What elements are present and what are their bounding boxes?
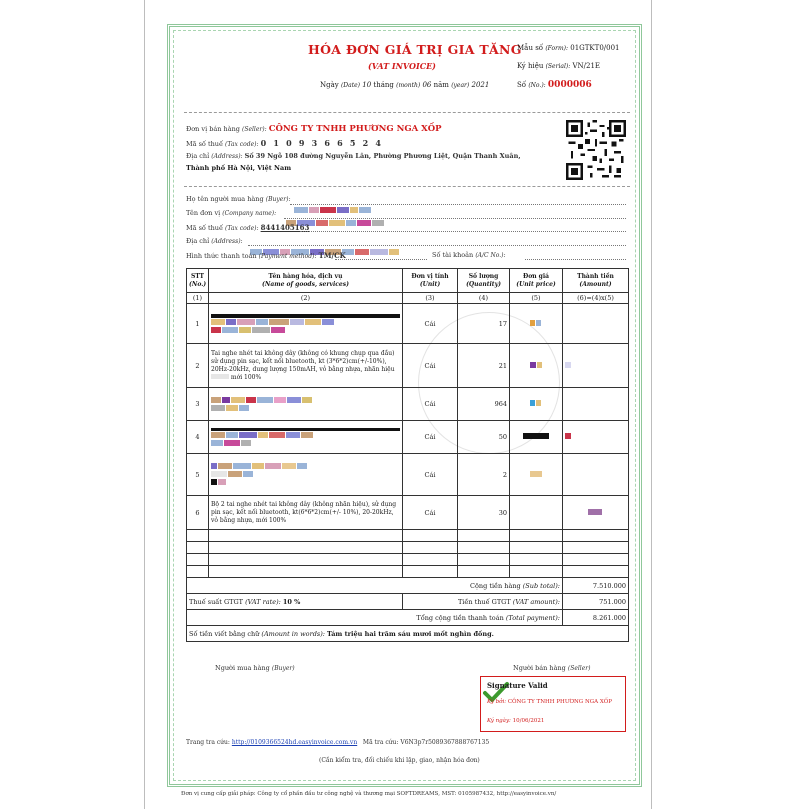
redacted-amount <box>563 388 629 421</box>
redacted-item-name <box>209 421 403 454</box>
invoice-date: Ngày (Date) 10 tháng (month) 06 năm (year) 2021 <box>320 81 490 89</box>
serial-number: Ký hiệu (Serial): VN/21E <box>517 62 601 70</box>
buyer-tax-code: 8441405163 <box>260 223 310 232</box>
items-table <box>186 268 629 642</box>
column-header-unit-price: Đơn giá (Unit price) <box>510 269 563 293</box>
empty-row <box>187 566 629 578</box>
provider-note: Đơn vị cung cấp giải pháp: Công ty cổ phần đầu tư công nghệ và thương mại SOFTDREAMS, MST: 0105987432, http://easyinvoice.vn/ <box>181 791 557 797</box>
invoice-number: Số (No.): 0000006 <box>517 80 592 90</box>
buyer-tax-row: Mã số thuế (Tax code): 8441405163 <box>186 223 310 232</box>
fill-line <box>284 218 626 219</box>
redacted-amount <box>563 344 629 388</box>
item-name: Bộ 2 tai nghe nhét tai không dây (không nhãn hiệu), sử dụng pin sạc, kết nối bluetooth, kt(6*6*2)cm(+/- 10%), 20-20kHz, vỏ bằng nhựa, mới 100% <box>209 496 403 530</box>
item-name: Tai nghe nhét tai không dây (không có khung chụp qua đầu) sử dụng pin sạc, kết nối bluetooth, kt (3*6*2)cm(+/-10%), 20Hz-20kHz, dung lượng 150mAH, vỏ bằng nhựa, nhãn hiệu <box>211 349 395 373</box>
seller-signature-label: Người bán hàng (Seller) <box>513 664 591 672</box>
invoice-subtitle: (VAT INVOICE) <box>368 61 436 71</box>
empty-row <box>187 530 629 542</box>
account-number-row: Số tài khoản (A/C No.): <box>432 251 506 259</box>
seller-tax-code: 0 1 0 9 3 6 6 5 2 4 <box>260 138 384 148</box>
subtotal-row: Cộng tiền hàng (Sub total): 7.510.000 <box>187 578 629 594</box>
fill-line <box>248 245 626 246</box>
form-number: Mẫu số (Form): 01GTKT0/001 <box>517 44 620 52</box>
redacted-unit-price <box>510 304 563 344</box>
total-row: Tổng cộng tiền thanh toán (Total payment): 8.261.000 <box>187 610 629 626</box>
amount-in-words: Tám triệu hai trăm sáu mươi mốt nghìn đồng. <box>327 629 494 638</box>
seller-address-row: Địa chỉ (Address): Số 39 Ngõ 108 đường Nguyễn Lân, Phường Phương Liệt, Quận Thanh Xuân, <box>186 152 521 160</box>
redacted-item-name <box>209 304 403 344</box>
redacted-unit-price <box>510 421 563 454</box>
redacted-unit-price <box>510 388 563 421</box>
column-header-unit: Đơn vị tính (Unit) <box>403 269 458 293</box>
payment-method-row: Hình thức thanh toán (Payment method): TM/CK <box>186 251 346 260</box>
table-row: 2 Tai nghe nhét tai không dây (không có khung chụp qua đầu) sử dụng pin sạc, kết nối bluetooth, kt (3*6*2)cm(+/-10%), 20Hz-20kHz, dung lượng 150mAH, vỏ bằng nhựa, nhãn hiệu mới 100% Cái 21 <box>187 344 629 388</box>
redacted-unit-price <box>510 454 563 496</box>
redacted-amount <box>563 496 629 530</box>
subtotal-value: 7.510.000 <box>563 578 629 594</box>
fill-line <box>300 231 626 232</box>
column-index-row: (1) (2) (3) (4) (5) (6)=(4)x(5) <box>187 293 629 304</box>
signed-by: Ký bởi: CÔNG TY TNHH PHƯƠNG NGA XỐP <box>487 699 613 705</box>
empty-row <box>187 542 629 554</box>
digital-signature-box <box>480 676 626 732</box>
buyer-signature-label: Người mua hàng (Buyer) <box>215 664 295 672</box>
total-value: 8.261.000 <box>563 610 629 626</box>
redacted-unit-price <box>510 344 563 388</box>
column-header-quantity: Số lượng (Quantity) <box>458 269 510 293</box>
qr-code <box>566 120 626 180</box>
redacted-amount <box>563 454 629 496</box>
divider <box>184 112 630 113</box>
divider <box>184 186 630 187</box>
lookup-row: Trang tra cứu: http://0109366524hd.easyinvoice.com.vn Mã tra cứu: V6N3p7r5089367888767135 <box>186 739 490 746</box>
redacted-item-name <box>209 454 403 496</box>
buyer-company-row: Tên đơn vị (Company name): <box>186 209 277 217</box>
table-row: 3 Cái 964 <box>187 388 629 421</box>
vat-row: Thuế suất GTGT (VAT rate): 10 % Tiền thuế GTGT (VAT amount): 751.000 <box>187 594 629 610</box>
column-header-no: STT (No.) <box>187 269 209 293</box>
redacted-item-name <box>209 388 403 421</box>
payment-method: TM/CK <box>318 251 346 260</box>
column-header-amount: Thành tiền (Amount) <box>563 269 629 293</box>
lookup-link[interactable]: http://0109366524hd.easyinvoice.com.vn <box>231 739 358 746</box>
empty-row <box>187 554 629 566</box>
seller-name: CÔNG TY TNHH PHƯƠNG NGA XỐP <box>268 124 442 134</box>
fill-line <box>525 259 626 260</box>
table-row: 5 Cái 2 <box>187 454 629 496</box>
vat-rate: 10 % <box>282 597 301 606</box>
buyer-address-row: Địa chỉ (Address): <box>186 237 243 245</box>
table-row: 4 Cái 50 <box>187 421 629 454</box>
vat-amount-value: 751.000 <box>563 594 629 610</box>
seller-name-row: Đơn vị bán hàng (Seller): CÔNG TY TNHH PHƯƠNG NGA XỐP <box>186 124 442 134</box>
table-row: 6 Bộ 2 tai nghe nhét tai không dây (không nhãn hiệu), sử dụng pin sạc, kết nối bluetooth, kt(6*6*2)cm(+/- 10%), 20-20kHz, vỏ bằng nhựa, mới 100% Cái 30 <box>187 496 629 530</box>
check-note: (Cần kiểm tra, đối chiếu khi lập, giao, nhận hóa đơn) <box>319 757 480 764</box>
signed-date: Ký ngày: 10/06/2021 <box>487 718 545 724</box>
invoice-title: HÓA ĐƠN GIÁ TRỊ GIA TĂNG <box>308 42 522 57</box>
redacted-amount <box>563 304 629 344</box>
column-header-name: Tên hàng hóa, dịch vụ (Name of goods, services) <box>209 269 403 293</box>
signature-valid-text: Signature Valid <box>487 681 548 690</box>
fill-line <box>335 259 427 260</box>
amount-in-words-row: Số tiền viết bằng chữ (Amount in words): Tám triệu hai trăm sáu mươi mốt nghìn đồng. <box>187 626 629 642</box>
seller-tax-row: Mã số thuế (Tax code): 0 1 0 9 3 6 6 5 2 4 <box>186 138 384 148</box>
seller-address-line2: Thành phố Hà Nội, Việt Nam <box>186 164 292 172</box>
lookup-code: V6N3p7r5089367888767135 <box>400 739 490 746</box>
fill-line <box>290 204 626 205</box>
redacted-amount <box>563 421 629 454</box>
buyer-name-row: Họ tên người mua hàng (Buyer): <box>186 195 291 203</box>
table-header <box>187 269 629 293</box>
table-row: 1 Cái 17 <box>187 304 629 344</box>
